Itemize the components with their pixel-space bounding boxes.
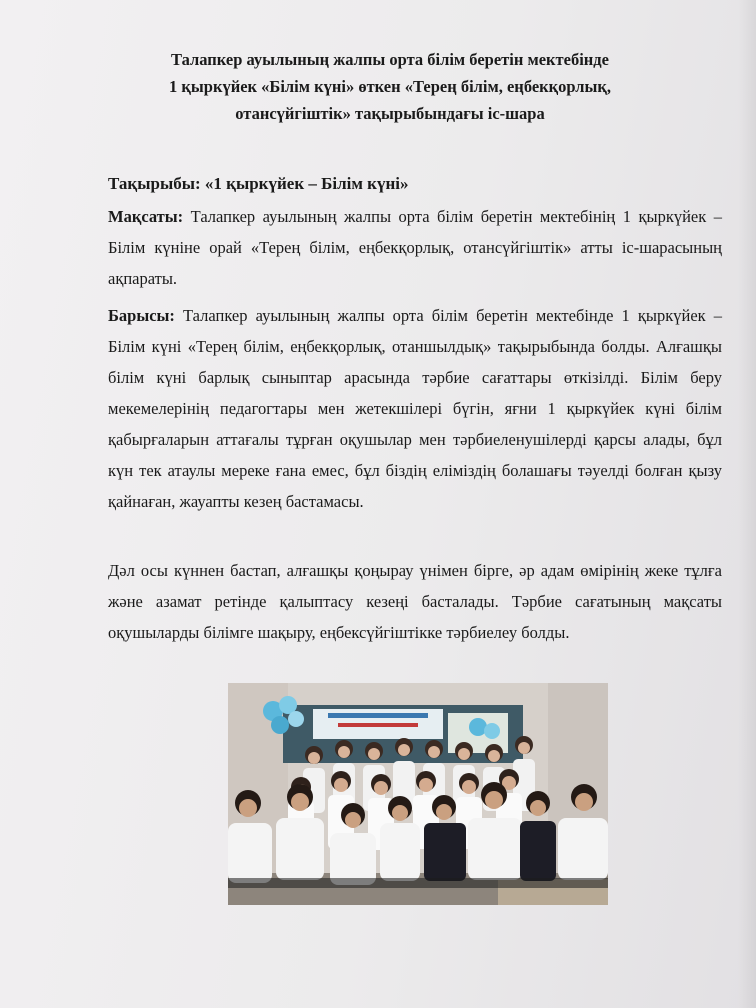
extra-paragraph [108, 555, 722, 648]
goal-label: Мақсаты: [108, 207, 184, 226]
topic-line [108, 174, 408, 194]
goal-text: Талапкер ауылының жалпы орта білім беретін мектебінің 1 қыркүйек – Білім күніне орай «Терең білім, еңбекқорлық, отансүйгіштік» атты іс-шарасының ақпараты. [108, 207, 723, 288]
goal-paragraph [108, 201, 722, 294]
extra-text: Дәл осы күннен бастап, алғашқы қоңырау үнімен бірге, әр адам өмірінің жеке тұлға және азамат ретінде қалыптасу кезеңі басталады. Тәрбие сағатының мақсаты оқушыларды білімге шақыру, еңбексүйгіштікке тәрбиелеу болды. [108, 561, 722, 642]
progress-paragraph [108, 300, 722, 517]
group-photo-illustration [228, 683, 608, 905]
class-group-photo [228, 683, 608, 905]
progress-label: Барысы: [108, 306, 175, 325]
document-title [120, 46, 660, 127]
page-edge-shadow [738, 0, 756, 1008]
topic-label: Тақырыбы: [108, 174, 201, 193]
title-line-2: 1 қыркүйек «Білім күні» өткен «Терең білім, еңбекқорлық, [169, 77, 611, 96]
progress-text: Талапкер ауылының жалпы орта білім беретін мектебінде 1 қыркүйек – Білім күні «Терең білім, еңбекқорлық, отаншылдық» тақырыбында болды. Алғашқы білім күні барлық сыныптар арасында тәрбие сағаттары өткізілді. Білім беру мекемелерінің педагогтары мен жетекшілері бүгін, яғни 1 қыркүйек күні білім қабырғаларын аттағалы тұрған оқушылар мен тәрбиеленушілерді қарсы алады, бұл күн тек атаулы мереке ғана емес, бұл біздің еліміздің болашағы тәуелді болған қызу қайнаған, жауапты кезең бастамасы. [108, 306, 723, 511]
title-line-1: Талапкер ауылының жалпы орта білім беретін мектебінде [171, 50, 609, 69]
title-line-3: отансүйгіштік» тақырыбындағы іс-шара [235, 104, 545, 123]
topic-text: «1 қыркүйек – Білім күні» [204, 174, 409, 193]
